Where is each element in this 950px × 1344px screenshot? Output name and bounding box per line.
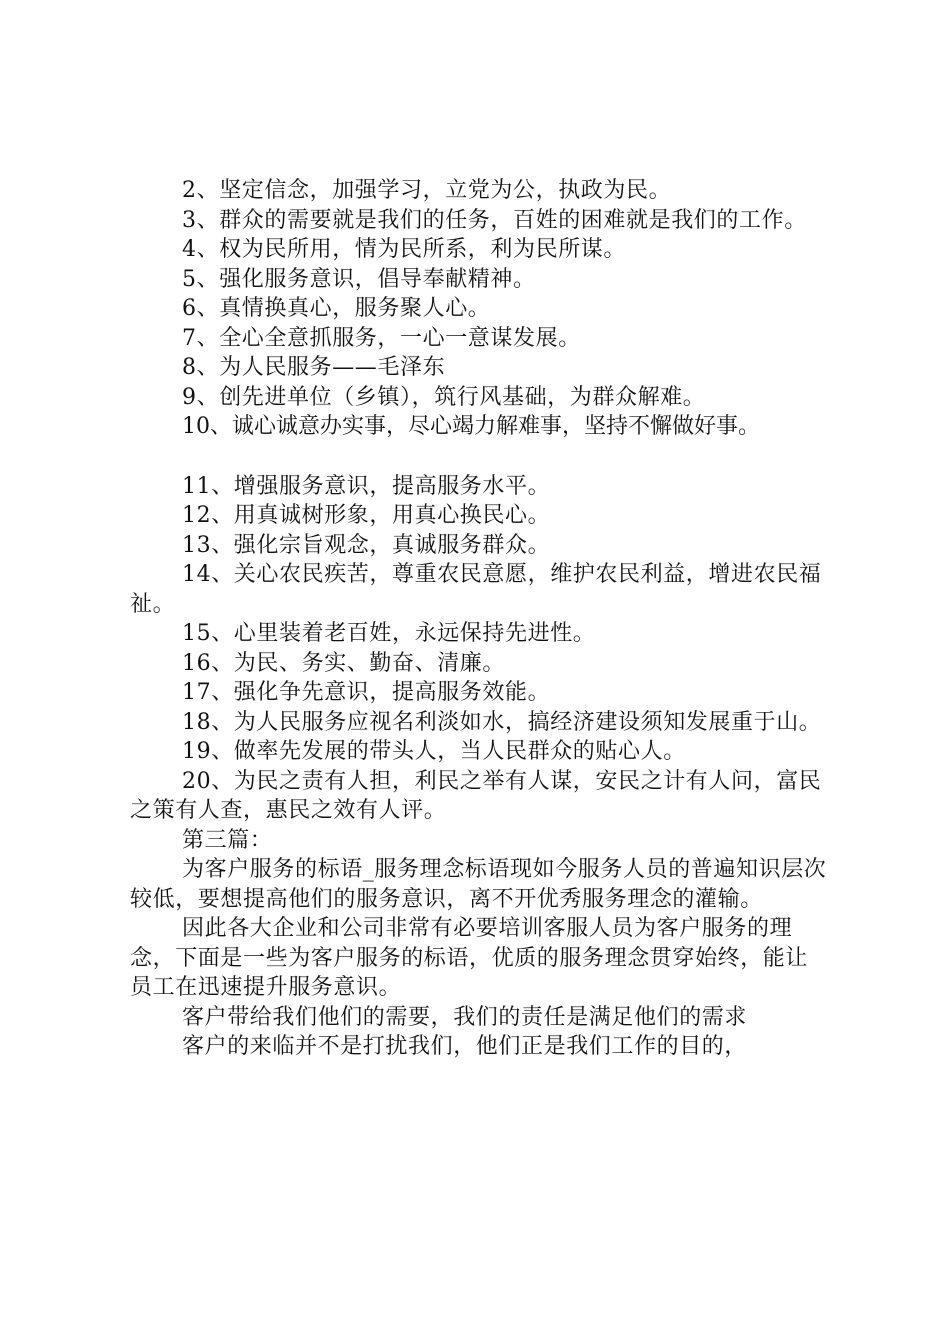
paragraph-6: 6、真情换真心，服务聚人心。 — [182, 296, 491, 321]
paragraph-2: 2、坚定信念，加强学习，立党为公，执政为民。 — [182, 178, 672, 203]
paragraph-17: 17、强化争先意识，提高服务效能。 — [182, 680, 551, 705]
paragraph-training: 因此各大企业和公司非常有必要培训客服人员为客户服务的理念，下面是一些为客户服务的标语，优质的服务理念贯穿始终，能让员工在迅速提升服务意识。 — [130, 916, 809, 1000]
paragraph-18: 18、为人民服务应视名利淡如水，搞经济建设须知发展重于山。 — [182, 709, 822, 735]
paragraph-14: 14、关心农民疾苦，尊重农民意愿，维护农民利益，增进农民福祉。 — [130, 562, 822, 617]
paragraph-3: 3、群众的需要就是我们的任务，百姓的困难就是我们的工作。 — [182, 207, 807, 233]
paragraph-10: 10、诚心诚意办实事，尽心竭力解难事，坚持不懈做好事。 — [182, 414, 760, 439]
paragraph-8: 8、为人民服务——毛泽东 — [182, 355, 446, 380]
paragraph-16: 16、为民、务实、勤奋、清廉。 — [182, 650, 505, 676]
paragraph-slogan-1: 客户带给我们他们的需要，我们的责任是满足他们的需求 — [182, 1004, 748, 1030]
document-body — [130, 176, 830, 1062]
paragraph-9: 9、创先进单位（乡镇），筑行风基础，为群众解难。 — [182, 384, 706, 410]
paragraph-intro: 为客户服务的标语_服务理念标语现如今服务人员的普遍知识层次较低，要想提高他们的服务意识，离不开优秀服务理念的灌输。 — [130, 857, 827, 912]
paragraph-4: 4、权为民所用，情为民所系，利为民所谋。 — [182, 237, 626, 262]
paragraph-spacer — [130, 442, 830, 472]
paragraph-5: 5、强化服务意识，倡导奉献精神。 — [182, 266, 536, 292]
paragraph-7: 7、全心全意抓服务，一心一意谋发展。 — [182, 325, 581, 351]
paragraph-slogan-2: 客户的来临并不是打扰我们，他们正是我们工作的目的， — [182, 1034, 748, 1059]
paragraph-13: 13、强化宗旨观念，真诚服务群众。 — [182, 532, 551, 558]
section-heading-part-three: 第三篇： — [182, 827, 273, 853]
paragraph-19: 19、做率先发展的带头人，当人民群众的贴心人。 — [182, 739, 686, 764]
paragraph-12: 12、用真诚树形象，用真心换民心。 — [182, 503, 551, 528]
paragraph-20: 20、为民之责有人担，利民之举有人谋，安民之计有人问，富民之策有人查，惠民之效有人评。 — [130, 768, 822, 823]
paragraph-15: 15、心里装着老百姓，永远保持先进性。 — [182, 621, 596, 646]
paragraph-11: 11、增强服务意识，提高服务水平。 — [182, 473, 551, 499]
